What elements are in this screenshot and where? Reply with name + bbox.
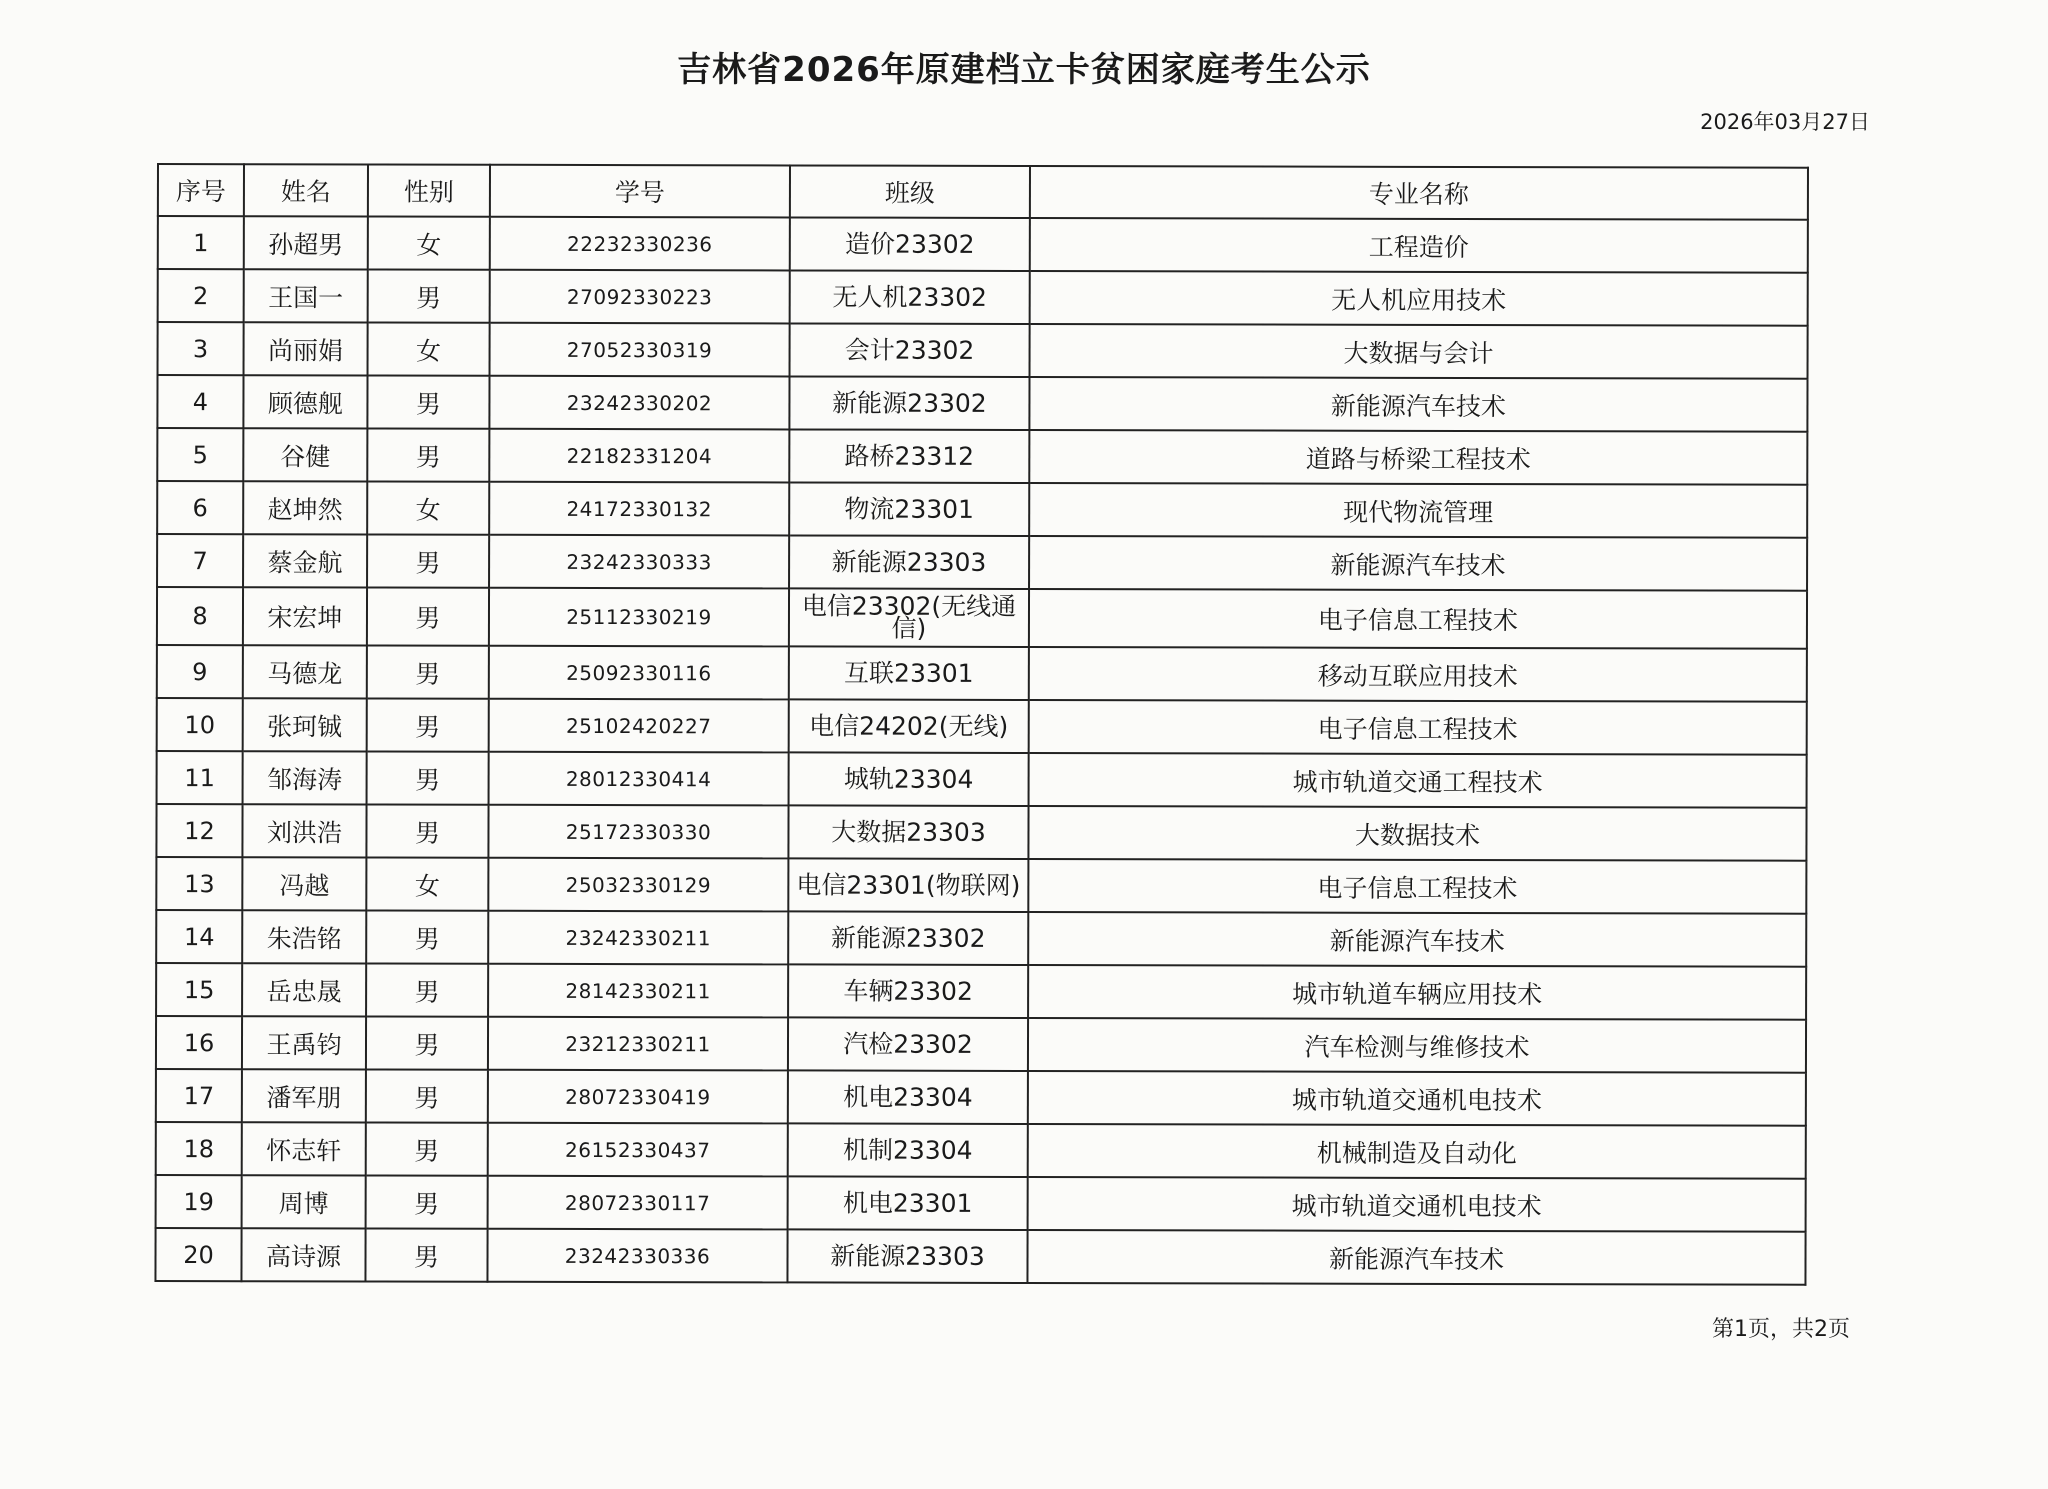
table-row [156, 1175, 1806, 1232]
cell-seq: 8 [157, 587, 243, 645]
table-row [156, 857, 1806, 914]
cell-seq: 18 [156, 1122, 242, 1175]
table-row [157, 751, 1807, 808]
cell-gender: 男 [367, 645, 489, 698]
cell-class: 机电23304 [788, 1070, 1028, 1124]
header-class: 班级 [790, 165, 1030, 218]
cell-name: 张珂铖 [243, 698, 367, 751]
cell-class: 造价23302 [790, 217, 1030, 271]
cell-major: 大数据与会计 [1030, 324, 1808, 379]
cell-gender: 男 [367, 375, 489, 428]
cell-name: 岳忠晟 [242, 963, 366, 1016]
cell-seq: 16 [156, 1016, 242, 1069]
cell-seq: 11 [157, 751, 243, 804]
cell-student-id: 27052330319 [490, 323, 790, 377]
cell-gender: 男 [367, 751, 489, 804]
cell-major: 城市轨道交通机电技术 [1028, 1071, 1806, 1126]
page-number: 第1页，共2页 [1712, 1317, 1850, 1342]
cell-seq: 17 [156, 1069, 242, 1122]
cell-student-id: 22232330236 [490, 217, 790, 271]
cell-name: 朱浩铭 [242, 910, 366, 963]
cell-major: 机械制造及自动化 [1028, 1124, 1806, 1179]
cell-major: 电子信息工程技术 [1029, 700, 1807, 755]
cell-seq: 10 [157, 698, 243, 751]
cell-student-id: 27092330223 [490, 270, 790, 324]
cell-class: 车辆23302 [788, 964, 1028, 1018]
cell-student-id: 28012330414 [489, 752, 789, 806]
cell-name: 蔡金航 [243, 534, 367, 587]
cell-student-id: 23212330211 [488, 1017, 788, 1071]
cell-gender: 男 [367, 698, 489, 751]
cell-seq: 12 [156, 804, 242, 857]
cell-gender: 男 [366, 1175, 488, 1228]
header-gender: 性别 [368, 164, 490, 216]
cell-major: 汽车检测与维修技术 [1028, 1018, 1806, 1073]
cell-student-id: 23242330202 [489, 376, 789, 430]
cell-class: 电信23301(物联网) [788, 858, 1028, 912]
cell-major: 道路与桥梁工程技术 [1029, 430, 1807, 485]
cell-name: 王国一 [244, 269, 368, 322]
document-title: 吉林省2026年原建档立卡贫困家庭考生公示 [677, 50, 1371, 90]
cell-name: 怀志轩 [242, 1122, 366, 1175]
cell-seq: 4 [157, 375, 243, 428]
cell-major: 大数据技术 [1028, 806, 1806, 861]
cell-gender: 男 [366, 804, 488, 857]
header-major: 专业名称 [1030, 166, 1808, 220]
cell-student-id: 26152330437 [488, 1123, 788, 1177]
cell-student-id: 28072330419 [488, 1070, 788, 1124]
header-name: 姓名 [244, 164, 368, 216]
cell-student-id: 23242330336 [487, 1229, 787, 1283]
cell-major: 无人机应用技术 [1030, 271, 1808, 326]
cell-name: 孙超男 [244, 216, 368, 269]
cell-student-id: 22182331204 [489, 429, 789, 483]
cell-seq: 7 [157, 534, 243, 587]
cell-seq: 14 [156, 910, 242, 963]
cell-class: 机电23301 [788, 1176, 1028, 1230]
table-row [156, 804, 1806, 861]
cell-gender: 男 [367, 587, 489, 645]
cell-seq: 20 [155, 1228, 241, 1281]
table-row [157, 428, 1807, 485]
cell-gender: 男 [366, 910, 488, 963]
cell-student-id: 25172330330 [488, 805, 788, 859]
cell-major: 城市轨道车辆应用技术 [1028, 965, 1806, 1020]
publish-date: 2026年03月27日 [1700, 110, 1870, 134]
cell-class: 路桥23312 [789, 429, 1029, 483]
cell-class: 物流23301 [789, 482, 1029, 536]
cell-class: 互联23301 [789, 646, 1029, 700]
cell-student-id: 24172330132 [489, 482, 789, 536]
cell-major: 电子信息工程技术 [1029, 589, 1807, 649]
cell-major: 工程造价 [1030, 218, 1808, 273]
cell-seq: 6 [157, 481, 243, 534]
cell-name: 尚丽娟 [244, 322, 368, 375]
table-row [158, 322, 1808, 379]
cell-class: 汽检23302 [788, 1017, 1028, 1071]
cell-gender: 男 [368, 269, 490, 322]
cell-major: 城市轨道交通工程技术 [1029, 753, 1807, 808]
cell-seq: 5 [157, 428, 243, 481]
cell-major: 移动互联应用技术 [1029, 647, 1807, 702]
student-table [154, 163, 1809, 1286]
cell-class: 电信24202(无线) [789, 699, 1029, 753]
header-seq: 序号 [158, 164, 244, 216]
table-body [155, 216, 1807, 1285]
cell-seq: 15 [156, 963, 242, 1016]
cell-class: 无人机23302 [790, 270, 1030, 324]
cell-major: 现代物流管理 [1029, 483, 1807, 538]
cell-gender: 女 [366, 857, 488, 910]
cell-seq: 3 [158, 322, 244, 375]
cell-student-id: 28072330117 [488, 1176, 788, 1230]
cell-name: 谷健 [243, 428, 367, 481]
table-row [156, 1069, 1806, 1126]
cell-gender: 女 [368, 216, 490, 269]
table-row [156, 1122, 1806, 1179]
cell-name: 王禹钧 [242, 1016, 366, 1069]
cell-student-id: 23242330333 [489, 535, 789, 589]
cell-student-id: 25102420227 [489, 699, 789, 753]
cell-student-id: 23242330211 [488, 911, 788, 965]
cell-class: 机制23304 [788, 1123, 1028, 1177]
cell-seq: 9 [157, 645, 243, 698]
cell-gender: 男 [367, 428, 489, 481]
table-row [157, 645, 1807, 702]
cell-major: 城市轨道交通机电技术 [1028, 1177, 1806, 1232]
table-row [157, 481, 1807, 538]
cell-major: 新能源汽车技术 [1028, 912, 1806, 967]
cell-gender: 女 [368, 322, 490, 375]
cell-gender: 男 [366, 1016, 488, 1069]
table-header-row [158, 164, 1808, 220]
cell-gender: 男 [366, 963, 488, 1016]
table-row [158, 216, 1808, 273]
cell-name: 邹海涛 [243, 751, 367, 804]
table-row [157, 698, 1807, 755]
cell-gender: 男 [367, 534, 489, 587]
cell-gender: 男 [366, 1069, 488, 1122]
cell-name: 潘军朋 [242, 1069, 366, 1122]
cell-seq: 1 [158, 216, 244, 269]
table-row [155, 1228, 1805, 1285]
cell-major: 新能源汽车技术 [1027, 1230, 1805, 1285]
cell-class: 会计23302 [790, 323, 1030, 377]
table-row [156, 963, 1806, 1020]
cell-seq: 19 [156, 1175, 242, 1228]
cell-student-id: 25032330129 [488, 858, 788, 912]
cell-class: 新能源23303 [787, 1229, 1027, 1283]
cell-class: 城轨23304 [789, 752, 1029, 806]
table-row [157, 587, 1807, 649]
cell-gender: 男 [365, 1228, 487, 1281]
cell-class: 电信23302(无线通信) [789, 588, 1029, 647]
cell-name: 高诗源 [241, 1228, 365, 1281]
cell-student-id: 25092330116 [489, 646, 789, 700]
cell-name: 顾德舰 [243, 375, 367, 428]
cell-major: 电子信息工程技术 [1028, 859, 1806, 914]
cell-student-id: 25112330219 [489, 588, 789, 647]
cell-name: 刘洪浩 [242, 804, 366, 857]
cell-class: 大数据23303 [788, 805, 1028, 859]
cell-name: 赵坤然 [243, 481, 367, 534]
table-row [156, 910, 1806, 967]
cell-name: 周博 [242, 1175, 366, 1228]
cell-seq: 13 [156, 857, 242, 910]
cell-class: 新能源23303 [789, 535, 1029, 589]
table-row [157, 534, 1807, 591]
cell-gender: 男 [366, 1122, 488, 1175]
cell-gender: 女 [367, 481, 489, 534]
cell-class: 新能源23302 [788, 911, 1028, 965]
cell-name: 马德龙 [243, 645, 367, 698]
cell-major: 新能源汽车技术 [1029, 536, 1807, 591]
cell-major: 新能源汽车技术 [1029, 377, 1807, 432]
table-row [156, 1016, 1806, 1073]
cell-student-id: 28142330211 [488, 964, 788, 1018]
cell-class: 新能源23302 [789, 376, 1029, 430]
cell-seq: 2 [158, 269, 244, 322]
table-row [158, 269, 1808, 326]
cell-name: 宋宏坤 [243, 587, 367, 645]
header-student-id: 学号 [490, 165, 790, 218]
table-row [157, 375, 1807, 432]
cell-name: 冯越 [242, 857, 366, 910]
